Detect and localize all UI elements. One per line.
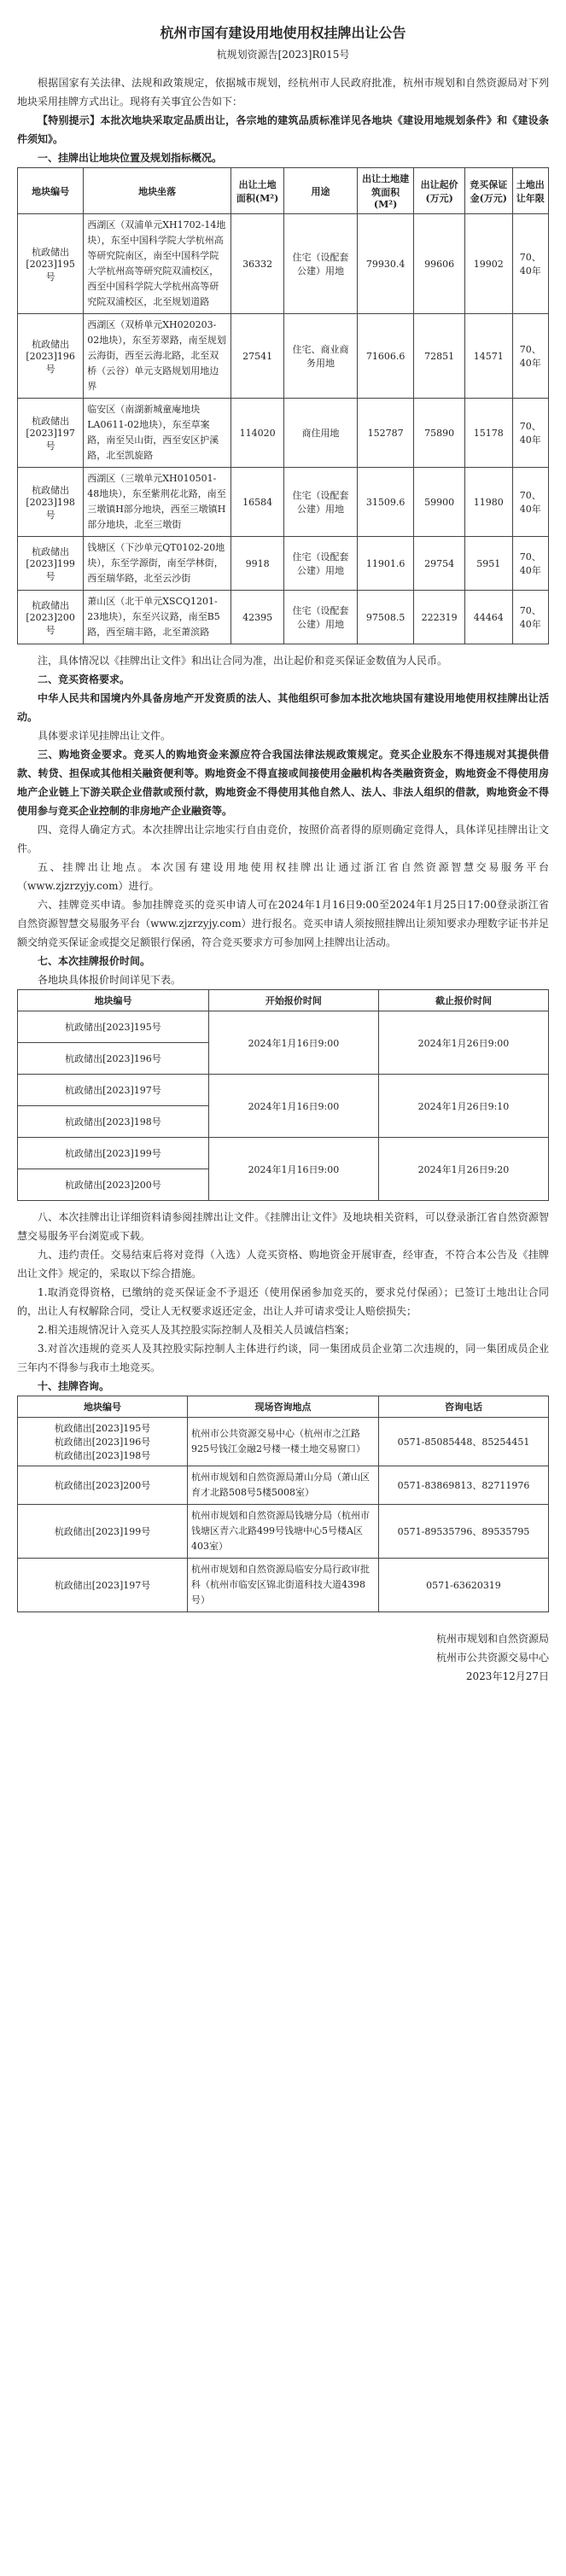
header-phone: 咨询电话 <box>378 1396 548 1418</box>
consult-address: 杭州市规划和自然资源局临安分局行政审批科（杭州市临安区锦北街道科技大道4398号） <box>188 1559 379 1612</box>
table-row <box>18 314 549 399</box>
parcel-location: 钱塘区（下沙单元QT0102-20地块），东至学源街，南至学林街，西至瑞华路，北至云沙街 <box>84 537 231 591</box>
parcel-price: 222319 <box>414 591 465 644</box>
header-area: 出让土地面积(M²) <box>231 168 284 214</box>
table-row <box>18 1559 549 1612</box>
quote-time-intro: 各地块具体报价时间详见下表。 <box>38 974 182 986</box>
consult-table-header <box>18 1396 549 1418</box>
location-paragraph: 五、挂牌出让地点。本次国有建设用地使用权挂牌出让通过浙江省自然资源智慧交易服务平台（www.zjzrzyjy.com）进行。 <box>17 861 549 892</box>
table-row <box>18 1011 549 1043</box>
end-time: 2024年1月26日9:20 <box>378 1138 548 1201</box>
parcel-code: 杭政储出[2023]198号 <box>18 468 84 537</box>
parcel-code: 杭政储出[2023]197号 <box>18 1559 188 1612</box>
header-years: 土地出让年限 <box>512 168 548 214</box>
funding-paragraph: 三、购地资金要求。竞买人的购地资金来源应符合我国法律法规政策规定。竞买企业股东不得违规对其提供借款、转贷、担保或其他相关融资便利等。购地资金不得直接或间接使用金融机构各类融资资金，购地资金不得使用房地产企业链上下游关联企业借款或预付款，购地资金不得使用其他自然人、法人、非法人组织的借款，购地资金不得使用参与竞买企业控制的非房地产企业融资等。 <box>17 749 549 817</box>
special-notice: 【特别提示】本批次地块采取定品质出让，各宗地的建筑品质标准详见各地块《建设用地规划条件》和《建设条件须知》。 <box>17 114 549 145</box>
parcel-code: 杭政储出[2023]195号 <box>54 1423 151 1434</box>
document-title: 杭州市国有建设用地使用权挂牌出让公告 <box>160 25 406 41</box>
section-7-title: 七、本次挂牌报价时间。 <box>38 955 151 967</box>
table-row <box>18 591 549 644</box>
start-time: 2024年1月16日9:00 <box>208 1011 378 1075</box>
signature-block <box>17 1629 549 1686</box>
consultation-table <box>17 1396 549 1612</box>
parcel-years: 70、40年 <box>512 591 548 644</box>
parcel-price: 99606 <box>414 214 465 314</box>
parcel-code: 杭政储出[2023]195号 <box>18 1011 209 1043</box>
parcel-location: 西湖区（三墩单元XH010501-48地块），东至紫荆花北路，南至三墩镇H部分地块，西至三墩镇H部分地块，北至三墩街 <box>84 468 231 537</box>
parcel-years: 70、40年 <box>512 399 548 468</box>
parcel-code: 杭政储出[2023]196号 <box>54 1437 151 1448</box>
section-1-title: 一、挂牌出让地块位置及规划指标概况。 <box>38 152 223 164</box>
parcel-area: 16584 <box>231 468 284 537</box>
table-row <box>18 1418 549 1466</box>
parcel-area: 9918 <box>231 537 284 591</box>
parcel-deposit: 15178 <box>465 399 512 468</box>
parcel-location: 临安区（南湖新城童庵地块LA0611-02地块），东至草案路，南至吴山街，西至安区护溪路，北至凯旋路 <box>84 399 231 468</box>
parcel-use: 住宅、商业商务用地 <box>284 314 358 399</box>
parcel-area: 36332 <box>231 214 284 314</box>
quote-time-table <box>17 989 549 1201</box>
documents-paragraph: 八、本次挂牌出让详细资料请参阅挂牌出让文件。《挂牌出让文件》及地块相关资料，可以登录浙江省自然资源智慧交易服务平台浏览或下载。 <box>17 1211 549 1242</box>
consult-phone: 0571-83869813、82711976 <box>378 1466 548 1505</box>
parcel-code: 杭政储出[2023]199号 <box>18 537 84 591</box>
header-start: 开始报价时间 <box>208 990 378 1011</box>
parcel-code: 杭政储出[2023]197号 <box>18 399 84 468</box>
parcel-use: 住宅（设配套公建）用地 <box>284 537 358 591</box>
parcel-price: 72851 <box>414 314 465 399</box>
parcel-floor-area: 11901.6 <box>357 537 413 591</box>
parcel-use: 住宅（设配套公建）用地 <box>284 214 358 314</box>
header-code: 地块编号 <box>18 168 84 214</box>
start-time: 2024年1月16日9:00 <box>208 1075 378 1138</box>
parcel-floor-area: 152787 <box>357 399 413 468</box>
qualification-detail: 具体要求详见挂牌出让文件。 <box>38 730 172 742</box>
document-number: 杭规划资源告[2023]R015号 <box>216 49 350 61</box>
table-row <box>18 214 549 314</box>
quote-table-header <box>18 990 549 1011</box>
parcel-code: 杭政储出[2023]199号 <box>18 1138 209 1169</box>
parcel-price: 29754 <box>414 537 465 591</box>
parcel-floor-area: 97508.5 <box>357 591 413 644</box>
header-code: 地块编号 <box>18 990 209 1011</box>
table-row <box>18 399 549 468</box>
parcel-deposit: 5951 <box>465 537 512 591</box>
consult-address: 杭州市公共资源交易中心（杭州市之江路925号钱江金融2号楼一楼土地交易窗口） <box>188 1418 379 1466</box>
parcel-code: 杭政储出[2023]198号 <box>18 1106 209 1138</box>
parcel-code: 杭政储出[2023]197号 <box>18 1075 209 1106</box>
table-row <box>18 1505 549 1559</box>
parcel-deposit: 44464 <box>465 591 512 644</box>
parcel-code: 杭政储出[2023]196号 <box>18 1043 209 1075</box>
consult-address: 杭州市规划和自然资源局钱塘分局（杭州市钱塘区青六北路499号钱塘中心5号楼A区403室） <box>188 1505 379 1559</box>
winner-paragraph: 四、竞得人确定方式。本次挂牌出让宗地实行自由竞价，按照价高者得的原则确定竞得人，具体详见挂牌出让文件。 <box>17 824 549 854</box>
table-row <box>18 1466 549 1505</box>
parcel-years: 70、40年 <box>512 468 548 537</box>
parcel-deposit: 11980 <box>465 468 512 537</box>
table-row <box>18 468 549 537</box>
consult-address: 杭州市规划和自然资源局萧山分局（萧山区育才北路508号5楼5008室） <box>188 1466 379 1505</box>
parcel-location: 西湖区（双浦单元XH1702-14地块），东至中国科学院大学杭州高等研究院南区，南至中国科学院大学杭州高等研究院双浦校区，西至中国科学院大学杭州高等研究院双浦校区，北至规划道路 <box>84 214 231 314</box>
parcel-codes <box>18 1418 188 1466</box>
parcel-deposit: 19902 <box>465 214 512 314</box>
parcel-floor-area: 71606.6 <box>357 314 413 399</box>
end-time: 2024年1月26日9:00 <box>378 1011 548 1075</box>
table-note: 注，具体情况以《挂牌出让文件》和出让合同为准，出让起价和竞买保证金数值为人民币。 <box>38 655 448 667</box>
liability-item: 1.取消竞得资格，已缴纳的竞买保证金不予退还（使用保函参加竞买的，要求兑付保函）；已签订土地出让合同的，出让人有权解除合同，受让人无权要求返还定金，出让人并可请求受让人赔偿损失； <box>17 1286 549 1317</box>
parcel-years: 70、40年 <box>512 537 548 591</box>
parcel-area: 27541 <box>231 314 284 399</box>
parcel-location: 萧山区（北干单元XSCQ1201-23地块），东至兴议路，南至B5路，西至瑞丰路，北至萧滨路 <box>84 591 231 644</box>
application-paragraph: 六、挂牌竞买申请。参加挂牌竞买的竞买申请人可在2024年1月16日9:00至2024年1月25日17:00登录浙江省自然资源智慧交易服务平台（www.zjzrzyjy.com）进行报名。竞买申请人须按照挂牌出让须知要求办理数字证书并足额交纳竞买保证金或提交足额银行保函，符合竞买要求方可参加网上挂牌出让活动。 <box>17 899 549 948</box>
header-code: 地块编号 <box>18 1396 188 1418</box>
parcel-years: 70、40年 <box>512 214 548 314</box>
signing-org: 杭州市规划和自然资源局 <box>435 1633 549 1645</box>
parcel-use: 住宅（设配套公建）用地 <box>284 591 358 644</box>
consult-phone: 0571-63620319 <box>378 1559 548 1612</box>
parcel-price: 59900 <box>414 468 465 537</box>
parcel-years: 70、40年 <box>512 314 548 399</box>
header-deposit: 竞买保证金(万元) <box>465 168 512 214</box>
parcel-use: 商住用地 <box>284 399 358 468</box>
parcel-area: 114020 <box>231 399 284 468</box>
table-row <box>18 1138 549 1169</box>
qualification-paragraph: 中华人民共和国境内外具备房地产开发资质的法人、其他组织可参加本批次地块国有建设用地使用权挂牌出让活动。 <box>17 692 549 723</box>
parcel-code: 杭政储出[2023]195号 <box>18 214 84 314</box>
header-end: 截止报价时间 <box>378 990 548 1011</box>
header-location: 地块坐落 <box>84 168 231 214</box>
header-price: 出让起价(万元) <box>414 168 465 214</box>
parcel-code: 杭政储出[2023]198号 <box>54 1450 151 1461</box>
liability-item: 3.对首次违规的竞买人及其控股实际控制人主体进行约谈，同一集团成员企业第二次违规的，同一集团成员企业三年内不得参与我市土地竞买。 <box>17 1343 549 1373</box>
header-floor: 出让土地建筑面积(M²) <box>357 168 413 214</box>
section-2-title: 二、竞买资格要求。 <box>38 673 131 685</box>
parcel-floor-area: 79930.4 <box>357 214 413 314</box>
parcel-area: 42395 <box>231 591 284 644</box>
parcel-floor-area: 31509.6 <box>357 468 413 537</box>
parcel-code: 杭政储出[2023]200号 <box>18 1169 209 1201</box>
parcel-table <box>17 167 549 644</box>
parcel-code: 杭政储出[2023]200号 <box>18 591 84 644</box>
parcel-price: 75890 <box>414 399 465 468</box>
table-row <box>18 1075 549 1106</box>
parcel-code: 杭政储出[2023]196号 <box>18 314 84 399</box>
consult-phone: 0571-85085448、85254451 <box>378 1418 548 1466</box>
signing-date: 2023年12月27日 <box>465 1670 549 1682</box>
parcel-use: 住宅（设配套公建）用地 <box>284 468 358 537</box>
parcel-deposit: 14571 <box>465 314 512 399</box>
liability-item: 2.相关违规情况计入竞买人及其控股实际控制人及相关人员诚信档案； <box>38 1324 355 1336</box>
signing-org: 杭州市公共资源交易中心 <box>435 1652 549 1664</box>
end-time: 2024年1月26日9:10 <box>378 1075 548 1138</box>
header-use: 用途 <box>284 168 358 214</box>
header-address: 现场咨询地点 <box>188 1396 379 1418</box>
intro-paragraph: 根据国家有关法律、法规和政策规定，依据城市规划，经杭州市人民政府批准，杭州市规划和自然资源局对下列地块采用挂牌方式出让。现将有关事宜公告如下： <box>17 77 549 108</box>
parcel-location: 西湖区（双桥单元XH020203-02地块），东至芳翠路，南至规划云海街，西至云海北路，北至双桥（云谷）单元支路规划用地边界 <box>84 314 231 399</box>
parcel-code: 杭政储出[2023]200号 <box>18 1466 188 1505</box>
liability-paragraph: 九、违约责任。交易结束后将对竞得（入选）人竞买资格、购地资金开展审查，经审查，不符合本公告及《挂牌出让文件》规定的，采取以下综合措施。 <box>17 1249 549 1279</box>
section-10-title: 十、挂牌咨询。 <box>38 1380 110 1392</box>
start-time: 2024年1月16日9:00 <box>208 1138 378 1201</box>
table-row <box>18 537 549 591</box>
parcel-table-header <box>18 168 549 214</box>
parcel-code: 杭政储出[2023]199号 <box>18 1505 188 1559</box>
consult-phone: 0571-89535796、89535795 <box>378 1505 548 1559</box>
